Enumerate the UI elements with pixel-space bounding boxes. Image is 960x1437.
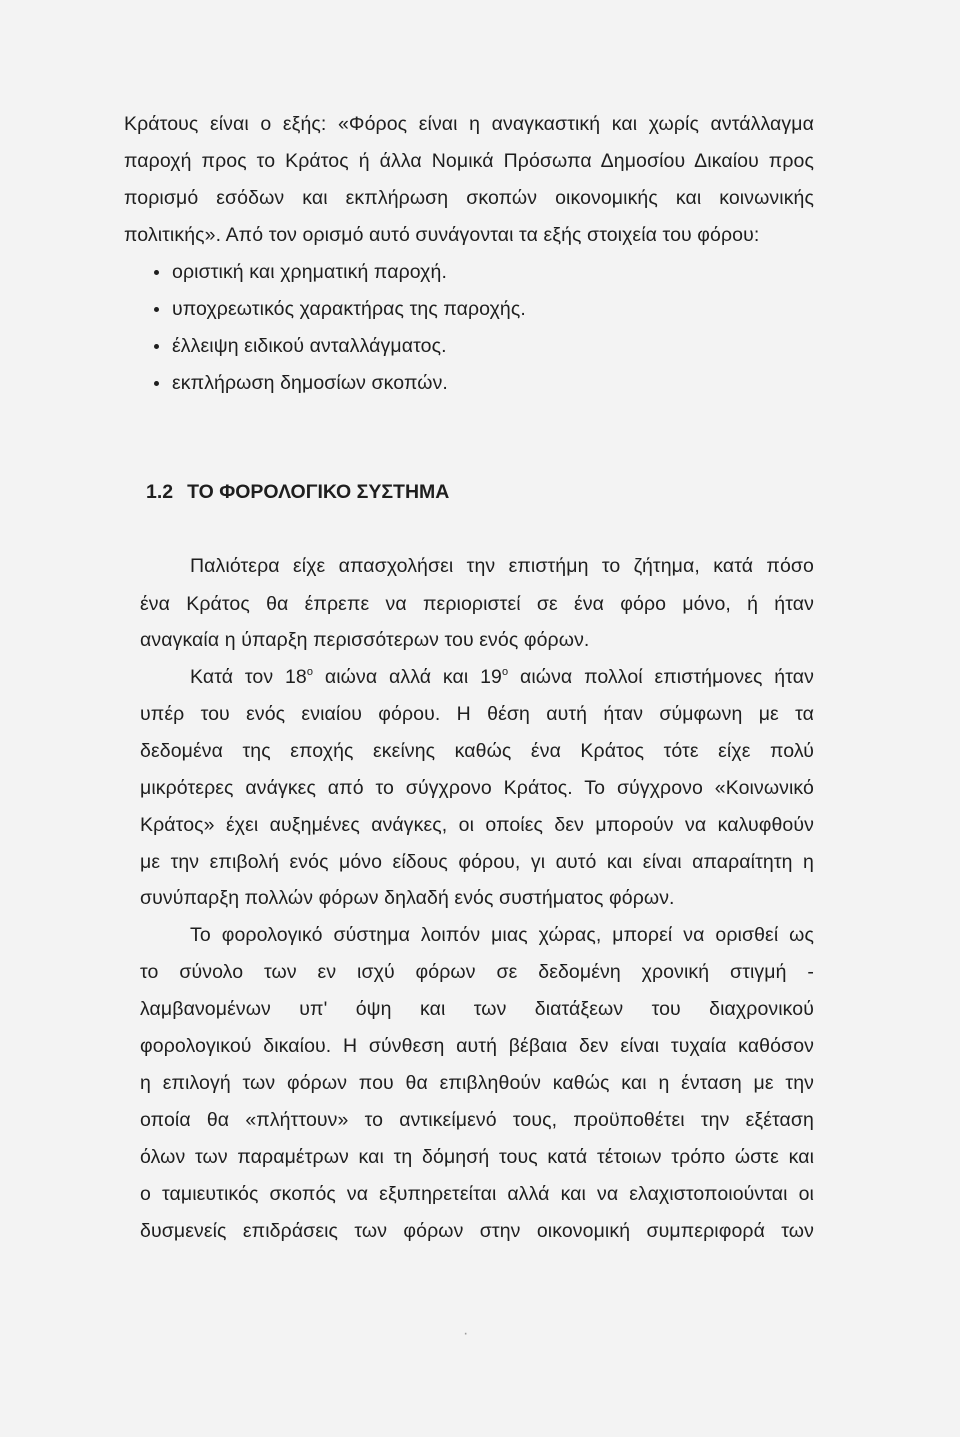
bullet-dot bbox=[154, 270, 159, 275]
text-segment: αιώνα αλλά και 19 bbox=[313, 666, 502, 688]
text-line: μικρότερες ανάγκες από το σύγχρονο Κράτος. Το σύγχρονο «Κοινωνικό bbox=[140, 777, 814, 799]
text-line: συνύπαρξη πολλών φόρων δηλαδή ενός συστήματος φόρων. bbox=[140, 887, 675, 909]
text-line: Παλιότερα είχε απασχολήσει την επιστήμη το ζήτημα, κατά πόσο bbox=[190, 555, 814, 577]
section-heading bbox=[146, 480, 449, 504]
text-line: λαμβανομένων υπ' όψη και των διατάξεων του διαχρονικού bbox=[140, 998, 814, 1020]
text-line: παροχή προς το Κράτος ή άλλα Νομικά Πρόσωπα Δημοσίου Δικαίου προς bbox=[124, 150, 814, 172]
section-title: ΤΟ ΦΟΡΟΛΟΓΙΚΟ ΣΥΣΤΗΜΑ bbox=[187, 481, 450, 503]
text-line: Το φορολογικό σύστημα λοιπόν μιας χώρας, μπορεί να ορισθεί ως bbox=[190, 924, 814, 946]
text-line: το σύνολο των εν ισχύ φόρων σε δεδομένη χρονική στιγμή - bbox=[140, 961, 814, 983]
text-line: Κράτος» έχει αυξημένες ανάγκες, οι οποίες δεν μπορούν να καλυφθούν bbox=[140, 814, 814, 836]
ordinal-superscript: ο bbox=[501, 666, 509, 678]
bullet-dot bbox=[154, 381, 159, 386]
text-line: δυσμενείς επιδράσεις των φόρων στην οικονομική συμπεριφορά των bbox=[140, 1220, 814, 1242]
text-line: φορολογικού δικαίου. Η σύνθεση αυτή βέβαια δεν είναι τυχαία καθόσον bbox=[140, 1035, 814, 1057]
page-number-mark: · bbox=[463, 1325, 469, 1342]
text-segment: αιώνα πολλοί επιστήμονες ήταν bbox=[508, 666, 814, 688]
text-line-with-ordinals bbox=[190, 665, 814, 689]
section-number: 1.2 bbox=[146, 481, 174, 503]
text-segment: Κατά τον 18 bbox=[190, 666, 307, 688]
ordinal-superscript: ο bbox=[306, 666, 314, 678]
text-line: ο ταμιευτικός σκοπός να εξυπηρετείται αλλά και να ελαχιστοποιούνται οι bbox=[140, 1183, 814, 1205]
text-line: ένα Κράτος θα έπρεπε να περιοριστεί σε ένα φόρο μόνο, ή ήταν bbox=[140, 593, 814, 615]
bullet-item: έλλειψη ειδικού ανταλλάγματος. bbox=[172, 335, 447, 357]
text-line: οποία θα «πλήττουν» το αντικείμενό τους, προϋποθέτει την εξέταση bbox=[140, 1109, 814, 1131]
text-line: όλων των παραμέτρων και τη δόμησή τους κατά τέτοιων τρόπο ώστε και bbox=[140, 1146, 814, 1168]
text-line: αναγκαία η ύπαρξη περισσότερων του ενός φόρων. bbox=[140, 629, 590, 651]
bullet-item: εκπλήρωση δημοσίων σκοπών. bbox=[172, 372, 448, 394]
text-line: Κράτους είναι ο εξής: «Φόρος είναι η αναγκαστική και χωρίς αντάλλαγμα bbox=[124, 113, 814, 135]
text-line: με την επιβολή ενός μόνο είδους φόρου, γι αυτό και είναι απαραίτητη η bbox=[140, 851, 814, 873]
text-line: πορισμό εσόδων και εκπλήρωση σκοπών οικονομικής και κοινωνικής bbox=[124, 187, 814, 209]
text-line: πολιτικής». Από τον ορισμό αυτό συνάγονται τα εξής στοιχεία του φόρου: bbox=[124, 224, 760, 246]
bullet-dot bbox=[154, 307, 159, 312]
text-line: δεδομένα της εποχής εκείνης καθώς ένα Κράτος τότε είχε πολύ bbox=[140, 740, 814, 762]
bullet-item: οριστική και χρηματική παροχή. bbox=[172, 261, 447, 283]
text-line: υπέρ του ενός ενιαίου φόρου. Η θέση αυτή ήταν σύμφωνη με τα bbox=[140, 703, 814, 725]
bullet-dot bbox=[154, 344, 159, 349]
text-line: η επιλογή των φόρων που θα επιβληθούν καθώς και η ένταση με την bbox=[140, 1072, 814, 1094]
bullet-item: υποχρεωτικός χαρακτήρας της παροχής. bbox=[172, 298, 526, 320]
